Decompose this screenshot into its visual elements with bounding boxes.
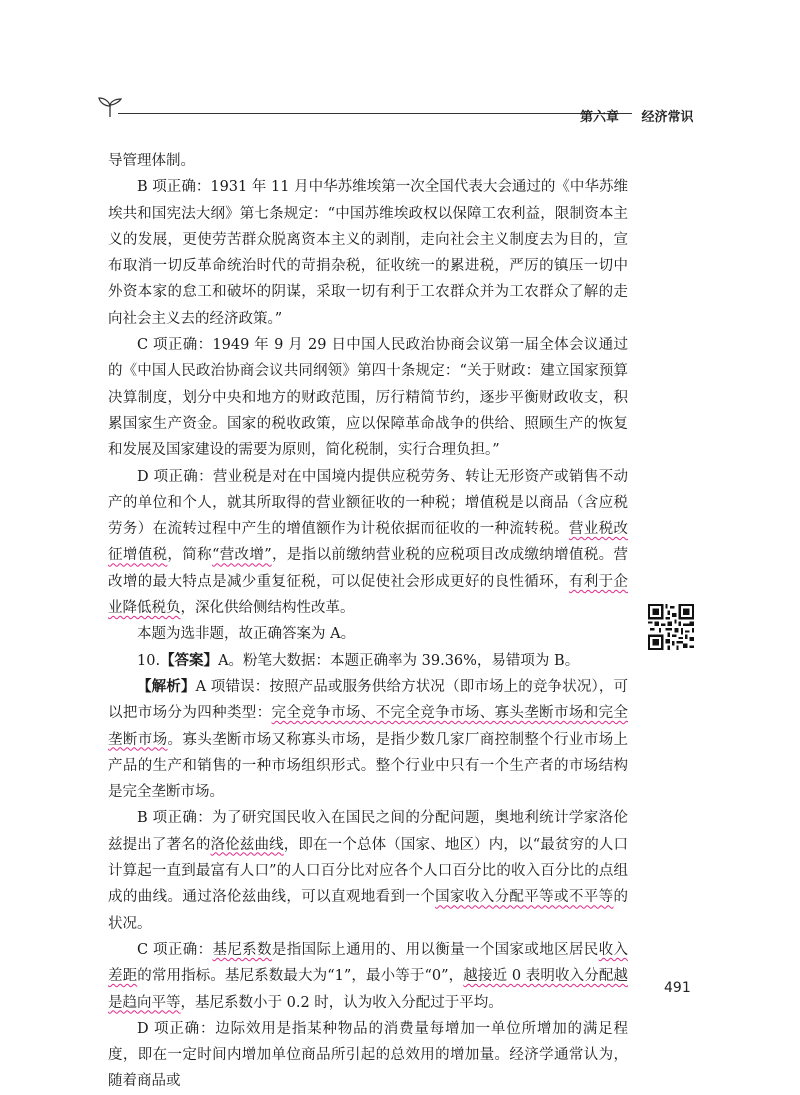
highlight-underline: 洛伦兹曲线: [210, 836, 284, 853]
paragraph-analysis-b: [108, 805, 628, 936]
chapter-label: 第六章: [580, 110, 620, 125]
text-run: 的常用指标。基尼系数最大为“1”，最小等于“0”，: [137, 968, 464, 985]
text-run: A 项错误：按照产品或服务供给方状况（即市场上的竞争状况），可以把市场分为四种类型：: [108, 678, 629, 722]
paragraph-continuation: 导管理体制。: [108, 153, 195, 169]
text-run: B 项正确：为了研究国民收入在国民之间的分配问题，奥地利统计学家洛伦兹提出了著名的: [108, 810, 628, 853]
highlight-underline: 完全竞争市场、不完全竞争市场、寡头垄断市场和完全垄断市场: [108, 705, 629, 748]
analysis-label: 【解析】: [137, 677, 196, 695]
text-run: ，即在一个总体（国家、地区）内，以“最贫穷的人口计算起一直到最富有人口”的人口百分比对应各个人口百分比的收入百分比的点组成的曲线。通过洛伦兹曲线，可以直观地看到一个: [108, 836, 628, 906]
paragraph-analysis-c: [108, 937, 628, 1016]
paragraph-answer: [108, 648, 628, 674]
highlight-underline: 国家收入分配平等或不平等: [435, 889, 614, 906]
question-number: 10.: [137, 652, 161, 669]
chapter-title: 经济常识: [641, 110, 694, 125]
sprout-icon: [96, 96, 124, 118]
text-run: 的状况。: [108, 889, 629, 932]
paragraph-option-b: B 项正确：1931 年 11 月中华苏维埃第一次全国代表大会通过的《中华苏维埃共和国宪法大纲》第七条规定：“中国苏维埃政权以保障工农利益，限制资本主义的发展，更使劳苦群众脱离资本主义的剥削，走向社会主义制度去为目的，宣布取消一切反革命统治时代的苛捐杂税，征收统一的累进税，严厉的镇压一切中外资本家的怠工和破坏的阴谋，采取一切有利于工农群众并为工农群众了解的走向社会主义去的经济政策。”: [108, 179, 628, 327]
answer-text: A。粉笔大数据：本题正确率为 39.36%，易错项为 B。: [218, 652, 580, 669]
text-run: ，基尼系数小于 0.2 时，认为收入分配过于平均。: [180, 994, 503, 1011]
text-run: D 项正确：营业税是对在中国境内提供应税劳务、转让无形资产或销售不动产的单位和个人，就其所取得的营业额征收的一种税；增值税是以商品（含应税劳务）在流转过程中产生的增值额作为计税依据而征收的一种流转税。: [108, 468, 628, 538]
text-run: 是指国际上通用的、用以衡量一个国家或地区居民: [271, 941, 599, 958]
paragraph-option-d: [108, 464, 628, 622]
page-body: [108, 148, 628, 1095]
text-run: ，深化供给侧结构性改革。: [180, 600, 355, 617]
paragraph-analysis-d: D 项正确：边际效用是指某种物品的消费量每增加一单位所增加的满足程度，即在一定时间内增加单位商品所引起的总效用的增加量。经济学通常认为，随着商品或: [108, 1020, 628, 1090]
highlight-underline: 收入差距: [108, 941, 629, 985]
paragraph-option-c: C 项正确：1949 年 9 月 29 日中国人民政治协商会议第一届全体会议通过的《中国人民政治协商会议共同纲领》第四十条规定：“关于财政：建立国家预算决算制度，划分中央和地方的财政范围，厉行精简节约，逐步平衡财政收支，积累国家生产资金。国家的税收政策，应以保障革命战争的供给、照顾生产的恢复和发展及国家建设的需要为原则，简化税制，实行合理负担。”: [108, 337, 628, 459]
qr-code-icon[interactable]: [648, 604, 694, 650]
paragraph-analysis: [108, 674, 628, 805]
text-run: ，是指以前缴纳营业税的应税项目改成缴纳增值税。营改增的最大特点是减少重复征税，可以促使社会形成更好的良性循环，: [108, 547, 629, 590]
chapter-header: [580, 106, 694, 125]
header-rule: [118, 113, 632, 114]
highlight-underline: 基尼系数: [212, 941, 272, 958]
paragraph-conclusion: 本题为选非题，故正确答案为 A。: [137, 626, 356, 643]
text-run: C 项正确：: [137, 941, 213, 958]
highlight-underline: 有利于企业降低税负: [108, 573, 629, 617]
highlight-underline: 越接近 0 表明收入分配越是趋向平等: [108, 968, 628, 1011]
highlight-underline: “营改增”: [211, 547, 272, 564]
highlight-underline: 营业税改征增值税: [108, 521, 629, 564]
answer-label: 【答案】: [160, 651, 219, 669]
text-run: ，简称: [167, 547, 212, 564]
page-number: 491: [664, 980, 691, 996]
text-run: 。寡头垄断市场又称寡头市场，是指少数几家厂商控制整个行业市场上产品的生产和销售的一种市场组织形式。整个行业中只有一个生产者的市场结构是完全垄断市场。: [108, 731, 629, 801]
